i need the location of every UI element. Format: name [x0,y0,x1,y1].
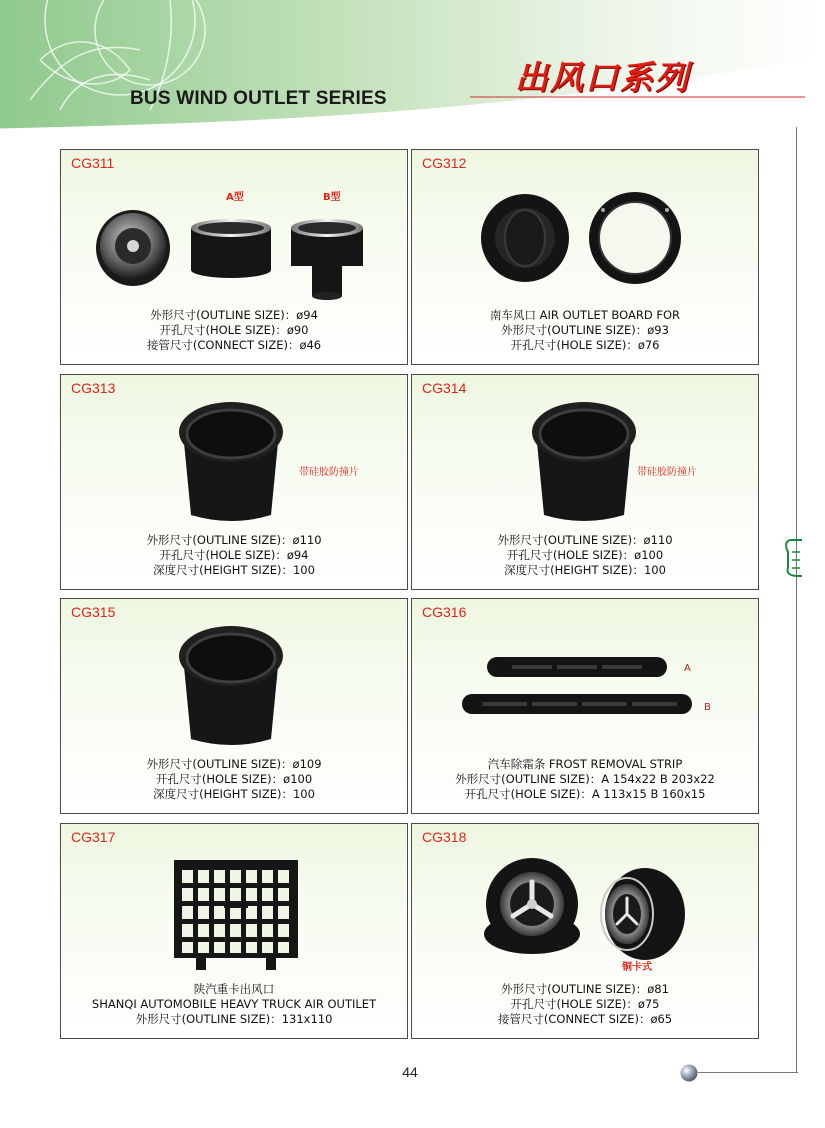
variant-label-a: A型 [226,192,244,203]
decorative-ball-icon [680,1064,698,1082]
product-card-cg314 [411,374,759,590]
spec-line: 汽车除霜条 FROST REMOVAL STRIP [487,757,683,771]
product-code: CG316 [422,604,467,620]
product-code: CG317 [71,829,116,845]
product-card-cg311 [60,149,408,365]
product-card-cg313 [60,374,408,590]
page-number: 44 [402,1064,418,1080]
spec-line: 开孔尺寸(HOLE SIZE)：ø94 [159,548,309,562]
spec-line: 开孔尺寸(HOLE SIZE)：ø75 [510,997,660,1011]
spec-line: 南车风口 AIR OUTLET BOARD FOR [490,308,680,322]
product-code: CG311 [71,155,115,171]
spec-line: 开孔尺寸(HOLE SIZE)：ø90 [159,323,309,337]
spec-line: 陕汽重卡出风口 [193,982,275,996]
product-image-cg315 [171,621,291,751]
spec-line: 外形尺寸(OUTLINE SIZE)：ø109 [146,757,322,771]
feature-label: 铜卡式 [622,962,652,973]
variant-label-b: B型 [323,192,341,203]
spec-line: 外形尺寸(OUTLINE SIZE)：A 154x22 B 203x22 [455,772,715,786]
product-specs [412,982,758,1027]
product-image-cg316 [457,654,697,729]
product-specs [61,982,407,1027]
spec-line: 外形尺寸(OUTLINE SIZE)：ø81 [501,982,669,996]
variant-label-a: A [684,663,691,674]
product-image-cg317 [166,856,306,981]
spec-line: 外形尺寸(OUTLINE SIZE)：131x110 [135,1012,333,1026]
product-image-cg318 [477,854,707,964]
product-code: CG318 [422,829,467,845]
spec-line: 深度尺寸(HEIGHT SIZE)：100 [504,563,666,577]
spec-line: 外形尺寸(OUTLINE SIZE)：ø110 [497,533,673,547]
product-image-cg313 [171,397,291,527]
spec-line: 外形尺寸(OUTLINE SIZE)：ø94 [150,308,318,322]
page-title-cn: 出风口系列 [515,58,690,97]
product-image-cg312 [477,188,697,288]
product-card-cg317 [60,823,408,1039]
product-code: CG312 [422,155,467,171]
spec-line: 接管尺寸(CONNECT SIZE)：ø65 [497,1012,673,1026]
spec-line: 外形尺寸(OUTLINE SIZE)：ø110 [146,533,322,547]
variant-label-b: B [704,702,711,713]
spec-line: 深度尺寸(HEIGHT SIZE)：100 [153,787,315,801]
spec-line: 开孔尺寸(HOLE SIZE)：ø100 [155,772,313,786]
spec-line: 接管尺寸(CONNECT SIZE)：ø46 [146,338,322,352]
side-rule [796,127,797,1072]
product-specs [61,533,407,578]
product-image-cg314 [524,397,644,527]
product-code: CG315 [71,604,116,620]
spec-line: 开孔尺寸(HOLE SIZE)：ø100 [506,548,664,562]
product-specs [412,308,758,353]
feature-label: 带硅胶防撞片 [637,467,697,478]
spec-line: 开孔尺寸(HOLE SIZE)：A 113x15 B 160x15 [464,787,706,801]
product-image-cg311 [91,200,391,305]
page-title-en: BUS WIND OUTLET SERIES [130,88,387,109]
feature-label: 带硅胶防撞片 [299,467,359,478]
product-specs [412,757,758,802]
product-specs [61,308,407,353]
product-card-cg318 [411,823,759,1039]
spec-line: 开孔尺寸(HOLE SIZE)：ø76 [510,338,660,352]
product-code: CG313 [71,380,116,396]
spec-line: SHANQI AUTOMOBILE HEAVY TRUCK AIR OUTILET [91,997,377,1011]
product-specs [61,757,407,802]
spec-line: 外形尺寸(OUTLINE SIZE)：ø93 [501,323,669,337]
header-background [0,0,825,130]
product-card-cg312 [411,149,759,365]
footer-rule [698,1072,798,1073]
page-header [0,0,825,130]
spec-line: 深度尺寸(HEIGHT SIZE)：100 [153,563,315,577]
side-bracket-mark [780,538,810,578]
product-card-cg316 [411,598,759,814]
product-specs [412,533,758,578]
product-card-cg315 [60,598,408,814]
product-code: CG314 [422,380,467,396]
